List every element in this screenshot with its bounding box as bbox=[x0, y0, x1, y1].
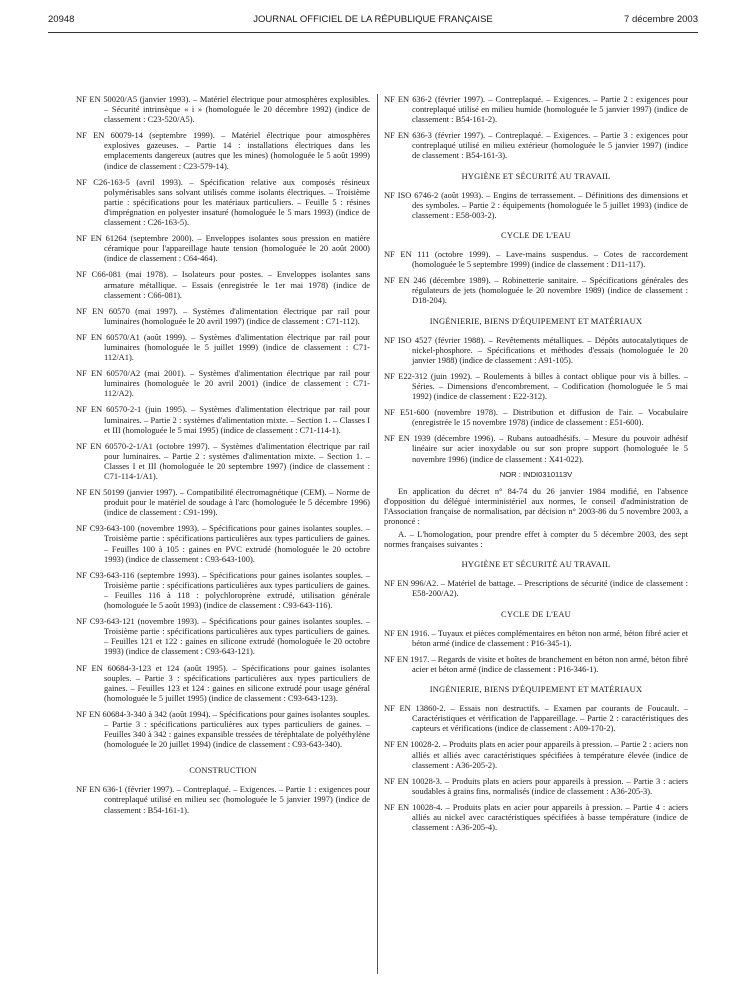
standard-entry: NF C93-643-121 (novembre 1993). – Spécifications pour gaines isolantes souples. – Troisième partie : spécifications particulières aux types particuliers de gaines. – Feuilles 121 et 122 : gaines en silicone extrudé (homologuée le 20 octobre 1993) (indice de classement : C93-643-121). bbox=[76, 616, 370, 657]
left-column bbox=[76, 94, 370, 821]
standard-entry: NF ISO 4527 (février 1988). – Revêtements métalliques. – Dépôts autocatalytiques de nickel-phosphore. – Spécifications et méthodes d'essais (homologuée le 20 janvier 1988) (indice de classement : A91-105). bbox=[384, 334, 688, 365]
standard-entry: NF EN 1917. – Regards de visite et boîtes de branchement en béton non armé, béton fibré acier et béton armé (indice de classement : P16-346-1). bbox=[384, 653, 688, 674]
standard-entry: NF E22-312 (juin 1992). – Roulements à billes à contact oblique pour vis à billes. – Séries. – Dimensions d'encombrement. – Codification (homologuée le 5 mai 1992) (indice de classement : E22-312). bbox=[384, 370, 688, 402]
standard-entry: NF EN 60570/A1 (août 1999). – Systèmes d'alimentation électrique par rail pour luminaires (homologuée le 5 juillet 1999) (indice de classement : C71-112/A1). bbox=[76, 331, 370, 363]
body-paragraph: A. – L'homologation, pour prendre effet à compter du 5 décembre 2003, des sept normes françaises suivantes : bbox=[384, 529, 688, 550]
standard-entry: NF EN 60079-14 (septembre 1999). – Matériel électrique pour atmosphères explosives gazeuses. – Partie 14 : installations électriques dans les emplacements dangereux (autres que les mines) (homologuée le 5 août 1999) (indice de classement : C23-579-14). bbox=[76, 130, 370, 171]
standard-entry: NF EN 60570 (mai 1997). – Systèmes d'alimentation électrique par rail pour luminaires (homologuée le 20 avril 1997) (indice de classement : C71-112). bbox=[76, 305, 370, 326]
journal-title: JOURNAL OFFICIEL DE LA RÉPUBLIQUE FRANÇAISE bbox=[253, 14, 493, 25]
standard-entry: NF EN 13860-2. – Essais non destructifs. – Examen par courants de Foucault. – Caractéristiques et vérification de l'appareillage. – Partie 2 : caractéristiques des capteurs et vérifications (indice de classement : A09-170-2). bbox=[384, 703, 688, 734]
section-heading: HYGIÈNE ET SÉCURITÉ AU TRAVAIL bbox=[461, 559, 611, 570]
standard-entry: NF EN 10028-2. – Produits plats en acier pour appareils à pression. – Partie 2 : aciers non alliés et alliés avec caractéristiques spécifiées à température élevée (indice de classement : A36-205-2). bbox=[384, 739, 688, 770]
standard-entry: NF EN 60684-3-340 à 342 (août 1994). – Spécifications pour gaines isolantes souples. – Partie 3 : spécifications particulières aux types particuliers de gaines. – Feuilles 340 à 342 : gaines expansible tressées de téréphtalate de polyéthylène (homologuée le 20 juillet 1994) (indice de classement : C93-643-340). bbox=[76, 708, 370, 750]
standard-entry: NF EN 636-3 (février 1997). – Contreplaqué. – Exigences. – Partie 3 : exigences pour contreplaqué utilisé en milieu extérieur (homologuée le 5 janvier 1997) (indice de classement : B54-161-3). bbox=[384, 130, 688, 161]
standard-entry: NF EN 60570-2-1/A1 (octobre 1997). – Systèmes d'alimentation électrique par rail pour luminaires. – Partie 2 : systèmes d'alimentation mixte. – Section 1. – Classes I et III (homologuée le 20 septembre 1997) (indice de classement : C71-114-1/A1). bbox=[76, 440, 370, 481]
standard-entry: NF EN 636-2 (février 1997). – Contreplaqué. – Exigences. – Partie 2 : exigences pour contreplaqué utilisé en milieu humide (homologuée le 5 janvier 1997) (indice de classement : B54-161-2). bbox=[384, 94, 688, 125]
standard-entry: NF EN 111 (octobre 1999). – Lave-mains suspendus. – Cotes de raccordement (homologuée le 5 septembre 1999) (indice de classement : D11-117). bbox=[384, 249, 688, 270]
standard-entry: NF EN 60570-2-1 (juin 1995). – Systèmes d'alimentation électrique par rail pour luminaires. – Partie 2 : systèmes d'alimentation mixte. – Section 1. – Classes I et III (homologuée le 5 mai 1995) (indice de classement : C71-114-1). bbox=[76, 404, 370, 435]
standard-entry: NF EN 636-1 (février 1997). – Contreplaqué. – Exigences. – Partie 1 : exigences pour contreplaqué utilisé en milieu sec (homologuée le 5 janvier 1997) (indice de classement : B54-161-1). bbox=[76, 784, 370, 815]
standard-entry: NF C93-643-100 (novembre 1993). – Spécifications pour gaines isolantes souples. – Troisième partie : spécifications particulières aux types particuliers de gaines. – Feuilles 100 à 105 : gaines en PVC extrudé (homologuée le 20 octobre 1993) (indice de classement : C93-643-100). bbox=[76, 523, 370, 564]
section-heading: CONSTRUCTION bbox=[189, 765, 257, 776]
standard-entry: NF C93-643-116 (septembre 1993). – Spécifications pour gaines isolantes souples. – Troisième partie : spécifications particulières aux types particuliers de gaines. – Feuilles 116 à 118 : polychloroprène extrudé, utilisation générale (homologuée le 5 août 1993) (indice de classement : C93-643-116). bbox=[76, 569, 370, 611]
section-heading: INGÉNIERIE, BIENS D'ÉQUIPEMENT ET MATÉRIAUX bbox=[429, 684, 643, 695]
page-header bbox=[48, 14, 698, 28]
section-heading: HYGIÈNE ET SÉCURITÉ AU TRAVAIL bbox=[461, 170, 611, 181]
standard-entry: NF EN 50020/A5 (janvier 1993). – Matériel électrique pour atmosphères explosibles. – Sécurité intrinsèque « i » (homologuée le 20 décembre 1992) (indice de classement : C23-520/A5). bbox=[76, 94, 370, 125]
standard-entry: NF ISO 6746-2 (août 1993). – Engins de terrassement. – Définitions des dimensions et des symboles. – Partie 2 : équipements (homologuée le 5 juillet 1993) (indice de classement : E58-003-2). bbox=[384, 189, 688, 220]
standard-entry: NF EN 60684-3-123 et 124 (août 1995). – Spécifications pour gaines isolantes souples. – Partie 3 : spécifications particulières aux types particuliers de gaines. – Feuilles 123 et 124 : gaines en silicone extrudé pour usage général (homologuée le 5 juillet 1995) (indice de classement : C93-643-123). bbox=[76, 662, 370, 703]
standard-entry: NF EN 1939 (décembre 1996). – Rubans autoadhésifs. – Mesure du pouvoir adhésif linéaire sur acier inoxydable ou sur son propre support (homologuée le 5 novembre 1996) (indice de classement : X41-022). bbox=[384, 433, 688, 464]
issue-date: 7 décembre 2003 bbox=[624, 14, 698, 25]
standard-entry: NF E51-600 (novembre 1978). – Distribution et diffusion de l'air. – Vocabulaire (enregistrée le 15 novembre 1978) (indice de classement : E51-600). bbox=[384, 407, 688, 428]
standard-entry: NF EN 60570/A2 (mai 2001). – Systèmes d'alimentation électrique par rail pour luminaires (homologuée le 20 avril 2001) (indice de classement : C71-112/A2). bbox=[76, 368, 370, 399]
standard-entry: NF EN 246 (décembre 1989). – Robinetterie sanitaire. – Spécifications générales des régulateurs de jets (homologuée le 20 novembre 1989) (indice de classement : D18-204). bbox=[384, 275, 688, 306]
standard-entry: NF C66-081 (mai 1978). – Isolateurs pour postes. – Enveloppes isolantes sans armature métallique. – Essais (enregistrée le 1er mai 1978) (indice de classement : C66-081). bbox=[76, 269, 370, 300]
right-column bbox=[384, 94, 688, 838]
body-paragraph: En application du décret n° 84-74 du 26 janvier 1984 modifié, en l'absence d'opposition du délégué interministériel aux normes, le conseil d'administration de l'Association française de normalisation, par décision n° 2003-86 du 5 novembre 2003, a prononcé : bbox=[384, 485, 688, 526]
standard-entry: NF EN 10028-3. – Produits plats en aciers pour appareils à pression. – Partie 3 : aciers soudables à grains fins, normalisés (indice de classement : A36-205-3). bbox=[384, 775, 688, 796]
section-heading: CYCLE DE L'EAU bbox=[501, 608, 571, 619]
standard-entry: NF EN 50199 (janvier 1997). – Compatibilité électromagnétique (CEM). – Norme de produit pour le matériel de soudage à l'arc (homologuée le 5 décembre 1996) (indice de classement : C91-199). bbox=[76, 487, 370, 518]
standard-entry: NF EN 10028-4. – Produits plats en acier pour appareils à pression. – Partie 4 : aciers alliés au nickel avec caractéristiques spécifiées à basse température (indice de classement : A36-205-4). bbox=[384, 801, 688, 833]
page-number: 20948 bbox=[48, 14, 75, 25]
column-divider bbox=[377, 94, 378, 974]
standard-entry: NF EN 61264 (septembre 2000). – Enveloppes isolantes sous pression en matière céramique pour l'appareillage haute tension (homologuée le 20 août 2000) (indice de classement : C64-464). bbox=[76, 233, 370, 264]
standard-entry: NF EN 1916. – Tuyaux et pièces complémentaires en béton non armé, béton fibré acier et béton armé (indice de classement : P16-345-1). bbox=[384, 627, 688, 648]
header-rule bbox=[48, 32, 698, 33]
standard-entry: NF C26-163-5 (avril 1993). – Spécification relative aux composés résineux polymérisables sans solvant utilisés comme isolants électriques. – Troisième partie : spécifications pour les matériaux particuliers. – Feuille 5 : résines d'imprégnation en polyester insaturé (homologuée le 5 mars 1993) (indice de classement : C26-163-5). bbox=[76, 176, 370, 228]
section-heading: CYCLE DE L'EAU bbox=[501, 229, 571, 240]
nor-reference: NOR : INDI0310113V bbox=[499, 469, 573, 479]
standard-entry: NF EN 996/A2. – Matériel de battage. – Prescriptions de sécurité (indice de classement : E58-200/A2). bbox=[384, 578, 688, 599]
section-heading: INGÉNIERIE, BIENS D'ÉQUIPEMENT ET MATÉRIAUX bbox=[429, 315, 643, 326]
